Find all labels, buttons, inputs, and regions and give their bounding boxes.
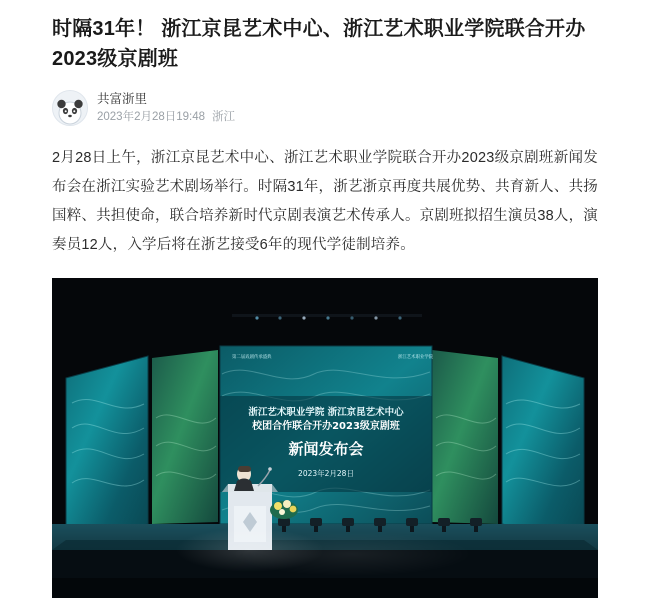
page-title: 时隔31年！ 浙江京昆艺术中心、浙江艺术职业学院联合开办2023级京剧班: [52, 18, 586, 70]
svg-text:新闻发布会: 新闻发布会: [288, 440, 364, 458]
svg-text:2023年2月28日: 2023年2月28日: [298, 469, 354, 478]
author-name[interactable]: 共富浙里: [97, 92, 148, 106]
avatar[interactable]: [52, 90, 88, 126]
svg-text:第二届戏剧传承盛典: 第二届戏剧传承盛典: [232, 355, 272, 360]
byline: [52, 90, 598, 126]
panda-avatar-icon: [53, 91, 87, 125]
byline-text: [97, 91, 235, 125]
article-body: 2月28日上午，浙江京昆艺术中心、浙江艺术职业学院联合开办2023级京剧班新闻发布会在浙江实验艺术剧场举行。时隔31年，浙艺浙京再度共展优势、共育新人、共扬国粹、共担使命，联合培养新时代京剧表演艺术传承人。京剧班拟招生演员38人，演奏员12人，入学后将在浙艺接受6年的现代学徒制培养。: [52, 150, 598, 253]
article-meta: [97, 109, 235, 125]
press-conference-stage-photo: [52, 278, 598, 598]
article-figure: [52, 278, 598, 598]
location-label: 浙江: [212, 111, 236, 123]
timestamp: 2023年2月28日19:48: [97, 111, 206, 123]
svg-text:浙江艺术职业学院: 浙江艺术职业学院: [398, 355, 434, 360]
svg-text:浙江艺术职业学院 浙江京昆艺术中心: 浙江艺术职业学院 浙江京昆艺术中心: [248, 407, 404, 418]
svg-text:校团合作联合开办2023级京剧班: 校团合作联合开办2023级京剧班: [252, 421, 400, 432]
